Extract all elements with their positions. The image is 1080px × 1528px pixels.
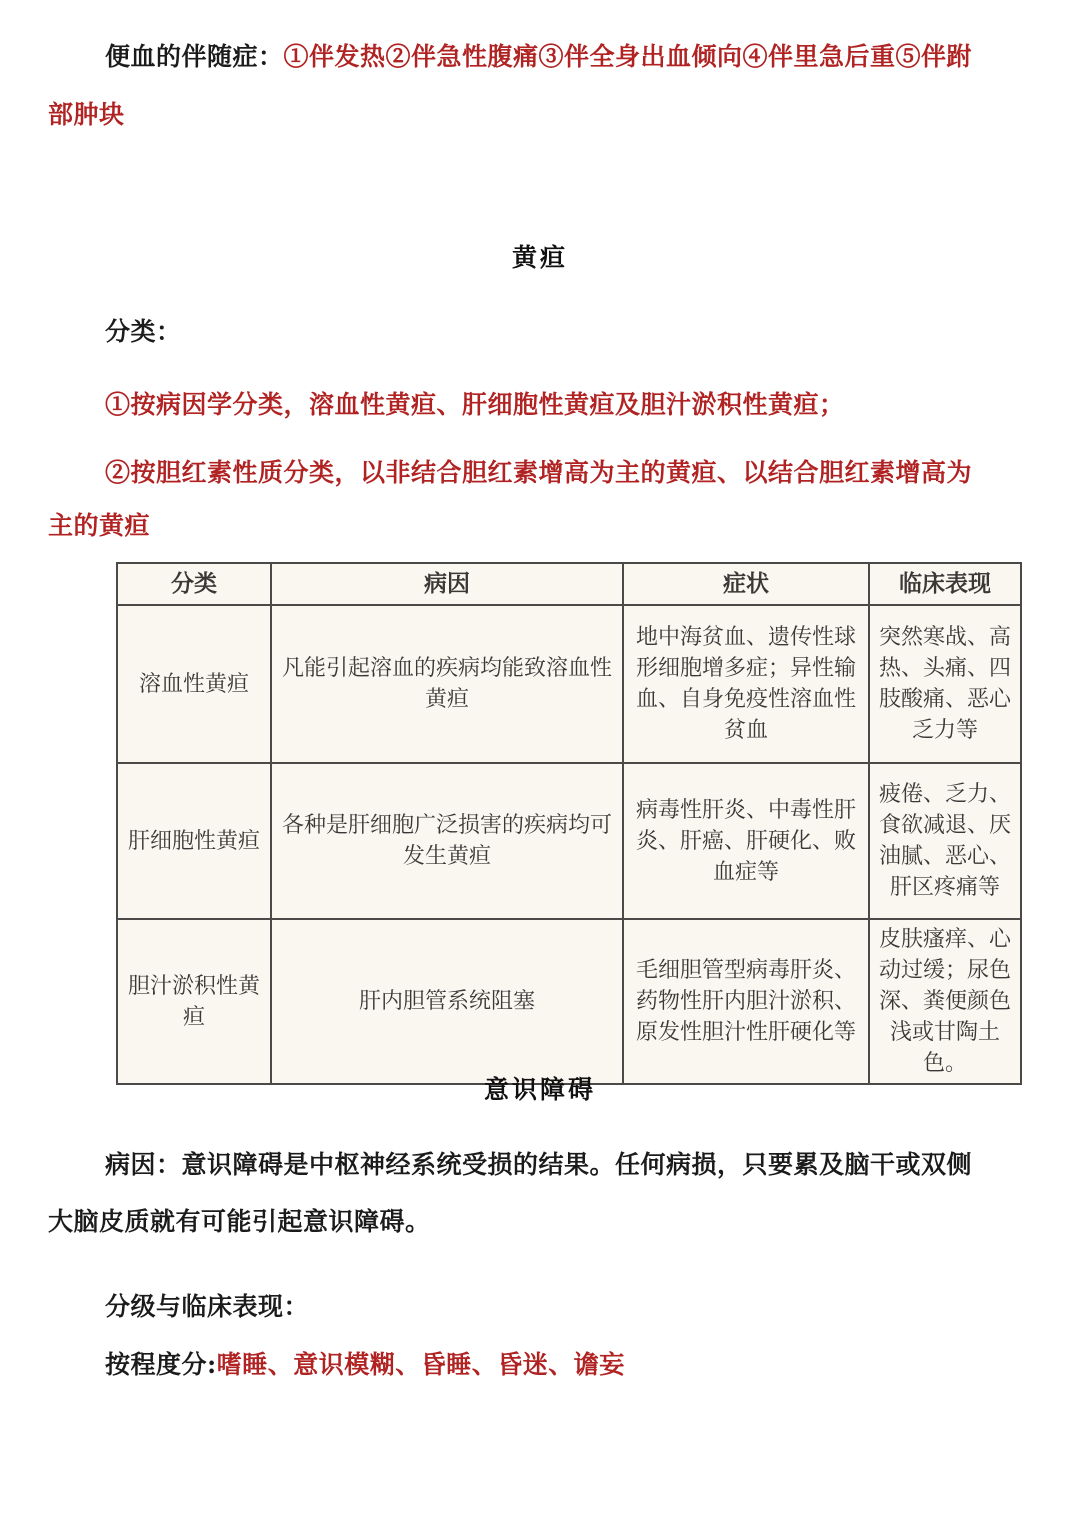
classification-label: 分类：: [105, 317, 182, 346]
cell-category: 胆汁淤积性黄疸: [117, 919, 271, 1084]
consciousness-cause-paragraph: 病因：意识障碍是中枢神经系统受损的结果。任何病损，只要累及脑干或双侧: [105, 1150, 973, 1179]
jaundice-classification-item-1: ①按病因学分类，溶血性黄疸、肝细胞性黄疸及胆汁淤积性黄疸；: [105, 390, 845, 419]
hematochezia-lead-label: 便血的伴随症：: [105, 42, 284, 71]
table-row: [117, 605, 1021, 763]
table-row: [117, 763, 1021, 919]
table-row: [117, 919, 1021, 1084]
table-header-category: 分类: [117, 563, 271, 605]
table-header-cause: 病因: [271, 563, 623, 605]
hematochezia-line: [105, 28, 1005, 86]
table-header-row: [117, 563, 1021, 605]
hematochezia-red-text: ①伴发热②伴急性腹痛③伴全身出血倾向④伴里急后重⑤伴跗: [283, 42, 973, 71]
cell-symptom: 病毒性肝炎、中毒性肝炎、肝癌、肝硬化、败血症等: [623, 763, 869, 919]
cell-cause: 各种是肝细胞广泛损害的疾病均可发生黄疸: [271, 763, 623, 919]
cell-clinical: 疲倦、乏力、食欲减退、厌油腻、恶心、肝区疼痛等: [869, 763, 1021, 919]
jaundice-classification-item-2: ②按胆红素性质分类，以非结合胆红素增高为主的黄疸、以结合胆红素增高为: [105, 458, 973, 487]
cell-cause: 肝内胆管系统阻塞: [271, 919, 623, 1084]
jaundice-classification-item-2-continued: 主的黄疸: [48, 511, 151, 540]
table-header-clinical: 临床表现: [869, 563, 1021, 605]
cell-category: 肝细胞性黄疸: [117, 763, 271, 919]
cell-clinical: 皮肤瘙痒、心动过缓；尿色深、粪便颜色浅或甘陶土色。: [869, 919, 1021, 1084]
cell-category: 溶血性黄疸: [117, 605, 271, 763]
hematochezia-line-continued: 部肿块: [48, 100, 125, 129]
page-title-consciousness: 意识障碍: [483, 1075, 596, 1104]
table-header-symptom: 症状: [623, 563, 869, 605]
degree-line: [105, 1336, 625, 1394]
degree-label: 按程度分:: [105, 1350, 217, 1379]
cell-cause: 凡能引起溶血的疾病均能致溶血性黄疸: [271, 605, 623, 763]
degree-values: 嗜睡、意识模糊、昏睡、昏迷、谵妄: [216, 1350, 625, 1379]
cell-symptom: 毛细胆管型病毒肝炎、药物性肝内胆汁淤积、原发性胆汁性肝硬化等: [623, 919, 869, 1084]
cell-symptom: 地中海贫血、遗传性球形细胞增多症；异性输血、自身免疫性溶血性贫血: [623, 605, 869, 763]
cell-clinical: 突然寒战、高热、头痛、四肢酸痛、恶心乏力等: [869, 605, 1021, 763]
page-title-jaundice: 黄疸: [511, 243, 568, 272]
jaundice-table: [116, 562, 1022, 1085]
consciousness-cause-paragraph-continued: 大脑皮质就有可能引起意识障碍。: [48, 1207, 431, 1236]
grading-label: 分级与临床表现：: [105, 1292, 310, 1321]
